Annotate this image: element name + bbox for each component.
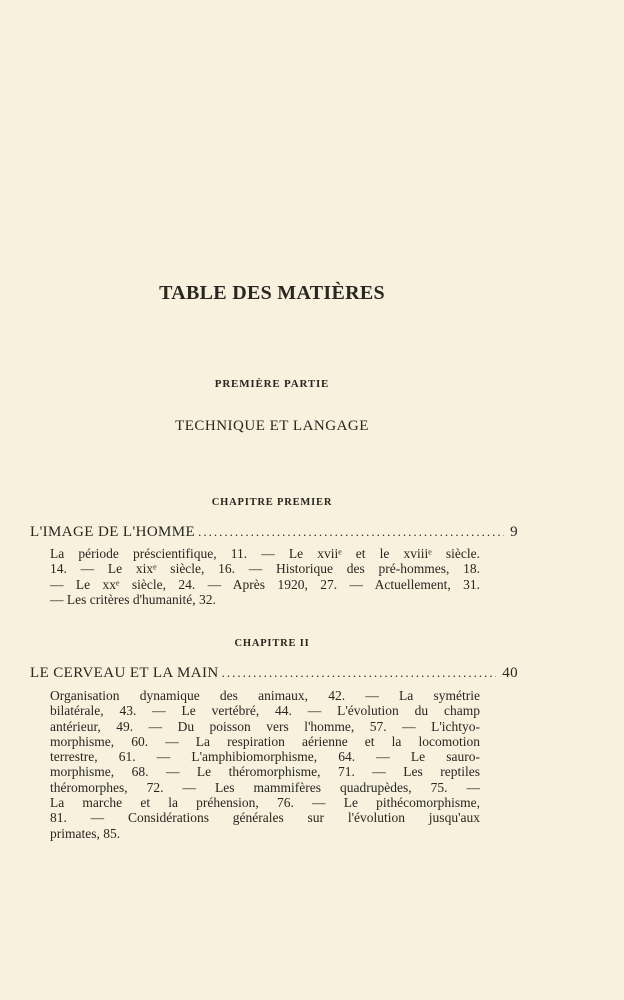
chapter-1-summary — [50, 546, 480, 607]
chapter-1-entry[interactable] — [30, 524, 518, 541]
summary-line: terrestre, 61. — L'amphibiomorphisme, 64. — Le sauro- — [50, 749, 480, 765]
chapter-2-heading: LE CERVEAU ET LA MAIN — [30, 665, 219, 681]
summary-line: La période préscientifique, 11. — Le xviiᵉ et le xviiiᵉ siècle. — [50, 546, 480, 561]
part-title: TECHNIQUE ET LANGAGE — [175, 418, 369, 434]
dot-leader — [222, 665, 497, 681]
chapter-2-entry[interactable] — [30, 665, 518, 682]
summary-line: bilatérale, 43. — Le vertébré, 44. — L'évolution du champ — [50, 703, 480, 719]
summary-line: morphisme, 60. — La respiration aérienne et la locomotion — [50, 733, 480, 749]
summary-line: 14. — Le xixᵉ siècle, 16. — Historique des pré-hommes, 18. — [50, 561, 480, 577]
part-label: PREMIÈRE PARTIE — [214, 378, 330, 390]
summary-line: 81. — Considérations générales sur l'évolution jusqu'aux — [50, 810, 480, 826]
chapter-2-summary — [50, 688, 480, 841]
chapter-1-heading: L'IMAGE DE L'HOMME — [30, 524, 196, 540]
summary-line: morphisme, 68. — Le théromorphisme, 71. — Les reptiles — [50, 764, 480, 780]
chapter-2-label: CHAPITRE II — [234, 638, 310, 649]
summary-line: Organisation dynamique des animaux, 42. — La symétrie — [50, 688, 480, 703]
summary-line: — Les critères d'humanité, 32. — [50, 591, 216, 607]
summary-line: antérieur, 49. — Du poisson vers l'homme, 57. — L'ichtyo- — [50, 718, 480, 734]
summary-line: La marche et la préhension, 76. — Le pithécomorphisme, — [50, 795, 480, 811]
page-title: TABLE DES MATIÈRES — [159, 282, 385, 304]
chapter-1-label: CHAPITRE PREMIER — [211, 497, 333, 508]
summary-line: primates, 85. — [50, 825, 121, 841]
dot-leader — [198, 524, 504, 540]
chapter-1-page: 9 — [510, 524, 518, 540]
chapter-2-page: 40 — [502, 665, 518, 681]
summary-line: théromorphes, 72. — Les mammifères quadrupèdes, 75. — — [50, 779, 480, 795]
summary-line: — Le xxᵉ siècle, 24. — Après 1920, 27. — Actuellement, 31. — [50, 576, 480, 592]
